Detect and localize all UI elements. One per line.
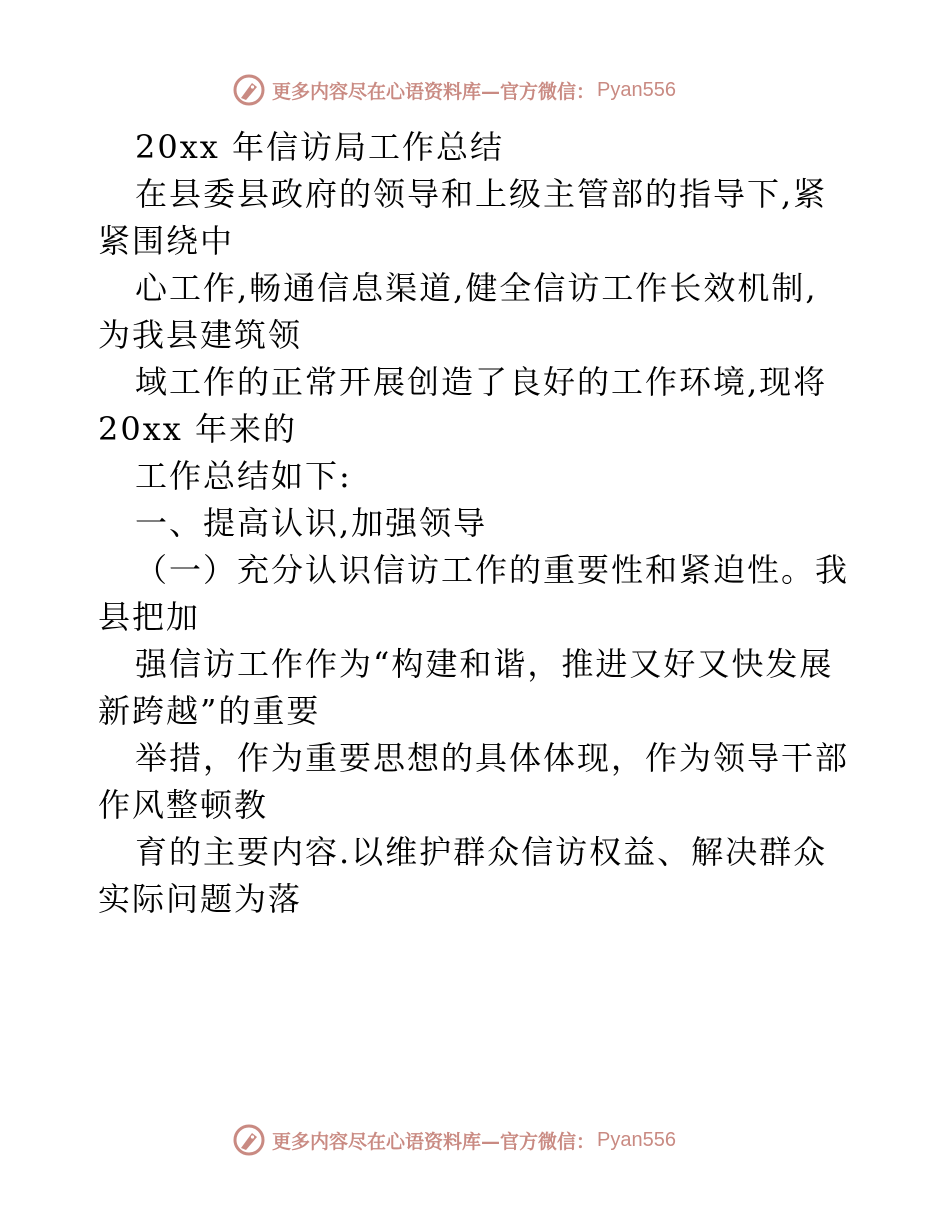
- text-line: 育的主要内容.以维护群众信访权益、解决群众: [135, 833, 828, 871]
- text-line: 举措，作为重要思想的具体体现，作为领导干部: [135, 739, 850, 777]
- text-line: 工作总结如下:: [135, 457, 352, 495]
- document-body: [98, 124, 858, 923]
- watermark-text: 更多内容尽在心语资料库—官方微信：: [272, 80, 596, 103]
- section-heading: 一、提高认识,加强领导: [135, 504, 488, 542]
- text-line: 紧围绕中: [98, 222, 235, 260]
- header-watermark: [232, 70, 676, 110]
- text-line: 域工作的正常开展创造了良好的工作环境,现将: [135, 363, 828, 401]
- text-line: 心工作,畅通信息渠道,健全信访工作长效机制,: [135, 269, 818, 307]
- footer-watermark: [232, 1120, 676, 1160]
- text-line: 为我县建筑领: [98, 316, 303, 354]
- subsection-heading: （一）充分认识信访工作的重要性和紧迫性。我: [135, 551, 850, 589]
- text-line: 作风整顿教: [98, 786, 269, 824]
- watermark-handle: Pyan556: [597, 78, 676, 101]
- text-line: 强信访工作作为“构建和谐，推进又好又快发展: [135, 645, 834, 683]
- text-line: 在县委县政府的领导和上级主管部的指导下,紧: [135, 175, 828, 213]
- text-line: 20xx 年来的: [98, 410, 297, 448]
- pen-nib-logo-icon: [232, 73, 266, 107]
- document-title: 20xx 年信访局工作总结: [135, 128, 504, 166]
- text-line: 县把加: [98, 598, 201, 636]
- watermark-handle: Pyan556: [597, 1128, 676, 1151]
- pen-nib-logo-icon: [232, 1123, 266, 1157]
- text-line: 新跨越”的重要: [98, 692, 321, 730]
- text-line: 实际问题为落: [98, 880, 303, 918]
- watermark-text: 更多内容尽在心语资料库—官方微信：: [272, 1130, 596, 1153]
